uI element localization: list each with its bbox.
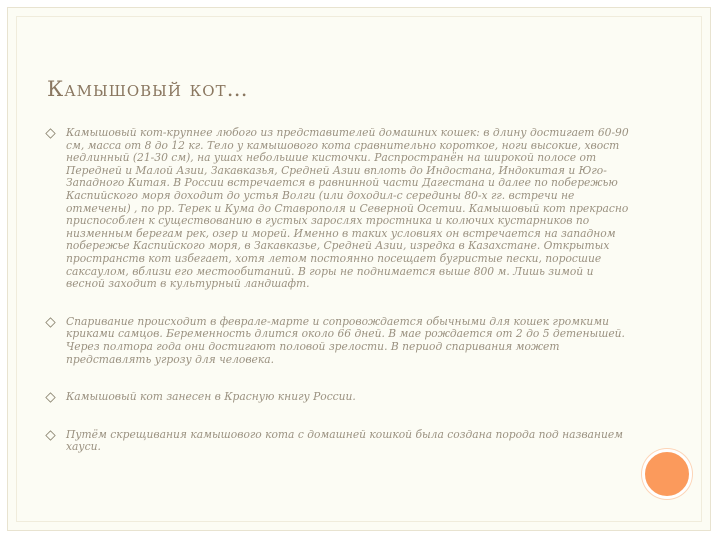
list-item: [46, 316, 631, 366]
bullet-text: Спаривание происходит в феврале-марте и сопровождается обычными для кошек громкими криками самцов. Беременность длится около 66 дней. В мае рождается от 2 до 5 детенышей. Через полтора года они достигают половой зрелости. В период спаривания может представлять угрозу для человека.: [66, 314, 625, 366]
list-item: [46, 429, 631, 454]
diamond-outline-icon: [45, 128, 55, 138]
diamond-outline-icon: [45, 430, 55, 440]
list-item: [46, 127, 631, 291]
corner-circle-decoration: [642, 449, 692, 499]
diamond-outline-icon: [45, 392, 55, 402]
bullet-text: Камышовый кот занесен в Красную книгу России.: [66, 390, 356, 404]
bullet-text: Камышовый кот-крупнее любого из представителей домашних кошек: в длину достигает 60-90 см, масса от 8 до 12 кг. Тело у камышового кота сравнительно короткое, ноги высокие, хвост недлинный (21-30 см), на ушах небольшие кисточки. Распространён на широкой полосе от Передней и Малой Азии, Закавказья, Средней Азии вплоть до Индостана, Индокитая и Юго-Западного Китая. В России встречается в равнинной части Дагестана и далее по побережью Каспийского моря доходит до устья Волги (или доходил-с середины 80-х гг. встречи не отмечены) , по рр. Терек и Кума до Ставрополя и Северной Осетии. Камышовый кот прекрасно приспособлен к существованию в густых зарослях тростника и колючих кустарников по низменным берегам рек, озер и морей. Именно в таких условиях он встречается на западном побережье Каспийского моря, в Закавказье, Средней Азии, изредка в Казахстане. Открытых пространств кот избегает, хотя летом постоянно посещает бугристые пески, поросшие саксаулом, вблизи его местообитаний. В горы не поднимается выше 800 м. Лишь зимой и весной заходит в культурный ландшафт.: [66, 126, 629, 291]
bullet-list: [46, 127, 631, 479]
list-item: [46, 391, 631, 404]
slide-title: Камышовый кот…: [47, 77, 249, 101]
diamond-outline-icon: [45, 317, 55, 327]
bullet-text: Путём скрещивания камышового кота с домашней кошкой была создана порода под названием хауси.: [66, 427, 624, 454]
